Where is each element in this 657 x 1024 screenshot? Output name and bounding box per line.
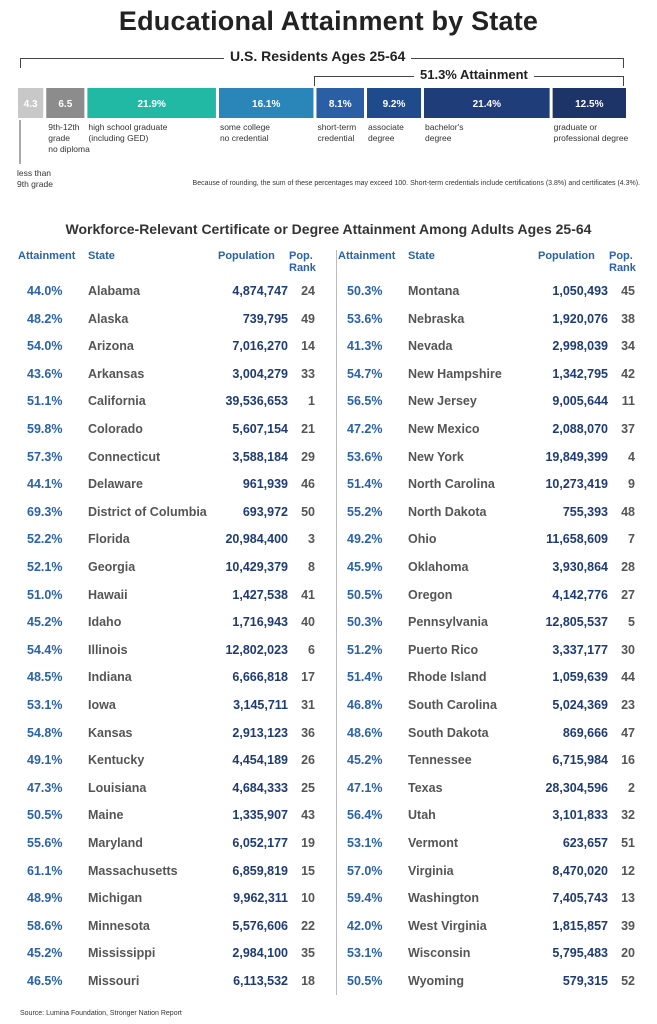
attainment-value: 50.5% xyxy=(27,808,63,823)
attainment-value: 59.8% xyxy=(27,422,63,436)
pop-rank-value: 22 xyxy=(301,918,315,933)
state-name: Delaware xyxy=(88,477,143,492)
attainment-value: 51.2% xyxy=(347,642,383,657)
pop-rank-value: 17 xyxy=(301,670,315,685)
category-label: less than 9th grade xyxy=(17,168,53,189)
pop-rank-value: 52 xyxy=(621,974,635,988)
pop-rank-value: 10 xyxy=(301,891,315,906)
pop-rank-value: 43 xyxy=(301,808,315,823)
state-name: Connecticut xyxy=(88,449,161,464)
header-state: State xyxy=(88,250,115,262)
pop-rank-value: 20 xyxy=(621,946,635,961)
state-name: North Carolina xyxy=(408,477,495,492)
category-label: 9th-12th grade no diploma xyxy=(48,122,90,154)
state-name: Colorado xyxy=(88,422,143,436)
attainment-value: 41.3% xyxy=(347,339,383,354)
population-value: 5,795,483 xyxy=(552,946,608,961)
state-name: North Dakota xyxy=(408,504,487,519)
state-name: Georgia xyxy=(88,560,136,574)
footnote: Because of rounding, the sum of these percentages may exceed 100. Short-term credentials include certifications (3.8%) and certificates (4.3%). xyxy=(192,180,640,187)
pop-rank-value: 11 xyxy=(621,394,635,409)
state-name: Pennsylvania xyxy=(408,615,488,630)
population-value: 12,805,537 xyxy=(545,615,608,630)
state-name: District of Columbia xyxy=(88,504,207,519)
attainment-value: 59.4% xyxy=(347,891,383,906)
population-value: 6,859,819 xyxy=(232,863,288,878)
attainment-value: 54.7% xyxy=(347,366,383,381)
state-name: Tennessee xyxy=(408,753,472,768)
attainment-value: 44.0% xyxy=(27,284,63,298)
pop-rank-value: 18 xyxy=(301,974,315,988)
attainment-value: 56.5% xyxy=(347,394,383,409)
population-value: 5,576,606 xyxy=(232,918,288,933)
attainment-value: 49.2% xyxy=(347,532,383,547)
attainment-value: 47.1% xyxy=(347,780,383,795)
table-row xyxy=(320,747,650,774)
population-value: 9,962,311 xyxy=(233,891,288,906)
table-column-right xyxy=(0,250,657,1010)
attainment-value: 53.1% xyxy=(27,698,63,712)
state-name: Puerto Rico xyxy=(408,642,479,657)
pop-rank-value: 47 xyxy=(621,725,635,740)
attainment-value: 50.3% xyxy=(347,615,383,630)
state-name: Vermont xyxy=(408,836,459,850)
attainment-value: 50.5% xyxy=(347,587,383,602)
population-value: 1,427,538 xyxy=(232,587,288,602)
bar-value-label: 12.5% xyxy=(575,99,604,110)
pop-rank-value: 38 xyxy=(621,311,635,326)
attainment-value: 46.8% xyxy=(347,698,383,712)
state-name: Missouri xyxy=(88,974,140,988)
attainment-value: 48.9% xyxy=(27,891,63,906)
state-name: Oklahoma xyxy=(408,560,469,574)
pop-rank-value: 31 xyxy=(301,698,315,712)
attainment-value: 42.0% xyxy=(347,918,383,933)
population-value: 961,939 xyxy=(242,477,288,492)
attainment-value: 47.3% xyxy=(27,780,63,795)
pop-rank-value: 32 xyxy=(621,808,635,823)
state-name: Virginia xyxy=(408,863,454,878)
population-value: 12,802,023 xyxy=(225,642,288,657)
header-state: State xyxy=(408,250,435,262)
population-value: 4,684,333 xyxy=(232,780,288,795)
pop-rank-value: 19 xyxy=(301,836,315,850)
attainment-value: 51.4% xyxy=(347,477,383,492)
population-value: 19,849,399 xyxy=(545,449,608,464)
state-name: Indiana xyxy=(88,670,132,685)
attainment-value: 54.4% xyxy=(27,642,63,657)
table-row xyxy=(320,278,650,305)
pop-rank-value: 27 xyxy=(621,587,635,602)
header-population: Population xyxy=(218,250,275,262)
table-row xyxy=(320,830,650,857)
pop-rank-value: 4 xyxy=(628,449,635,464)
population-value: 1,335,907 xyxy=(232,808,288,823)
pop-rank-value: 36 xyxy=(301,725,315,740)
table-row xyxy=(320,913,650,940)
header-population: Population xyxy=(538,250,595,262)
attainment-value: 48.5% xyxy=(27,670,63,685)
attainment-value: 43.6% xyxy=(27,366,63,381)
attainment-value: 50.5% xyxy=(347,974,383,988)
pop-rank-value: 8 xyxy=(308,560,315,574)
state-name: Florida xyxy=(88,532,130,547)
category-label: high school graduate (including GED) xyxy=(88,122,168,143)
population-value: 3,337,177 xyxy=(552,642,608,657)
attainment-value: 53.6% xyxy=(347,449,383,464)
attainment-value: 55.2% xyxy=(347,504,383,519)
bar-value-label: 16.1% xyxy=(252,99,281,110)
attainment-value: 69.3% xyxy=(27,504,63,519)
table-row xyxy=(320,361,650,388)
attainment-value: 45.2% xyxy=(347,753,383,768)
attainment-value: 52.1% xyxy=(27,560,63,574)
state-name: South Dakota xyxy=(408,725,489,740)
table-row xyxy=(320,720,650,747)
state-name: New Hampshire xyxy=(408,366,502,381)
state-name: South Carolina xyxy=(408,698,497,712)
population-value: 5,607,154 xyxy=(232,422,288,436)
population-value: 2,088,070 xyxy=(552,422,608,436)
pop-rank-value: 26 xyxy=(301,753,315,768)
population-value: 11,658,609 xyxy=(546,532,608,547)
pop-rank-value: 40 xyxy=(301,615,315,630)
population-value: 2,998,039 xyxy=(552,339,608,354)
pop-rank-value: 6 xyxy=(308,642,315,657)
population-value: 579,315 xyxy=(562,974,608,988)
state-name: Montana xyxy=(408,284,460,298)
pop-rank-value: 39 xyxy=(621,918,635,933)
population-value: 3,004,279 xyxy=(232,366,288,381)
table-row xyxy=(320,968,650,995)
category-label: some college no credential xyxy=(219,122,271,143)
population-value: 6,715,984 xyxy=(552,753,608,768)
attainment-value: 54.8% xyxy=(27,725,63,740)
pop-rank-value: 29 xyxy=(301,449,315,464)
table-row xyxy=(320,858,650,885)
pop-rank-value: 49 xyxy=(301,311,315,326)
state-name: Maine xyxy=(88,808,124,823)
bar-value-label: 9.2% xyxy=(382,99,406,110)
bar-value-label: 4.3 xyxy=(23,99,38,110)
attainment-value: 45.9% xyxy=(347,560,383,574)
attainment-value: 49.1% xyxy=(27,753,63,768)
population-value: 10,273,419 xyxy=(545,477,608,492)
population-value: 7,405,743 xyxy=(552,891,608,906)
pop-rank-value: 45 xyxy=(621,284,635,298)
category-label: graduate or professional degree xyxy=(553,122,629,143)
state-name: Mississippi xyxy=(88,946,156,961)
population-value: 1,716,943 xyxy=(232,615,288,630)
state-name: Nevada xyxy=(408,339,453,354)
table-row xyxy=(320,582,650,609)
state-name: New Jersey xyxy=(408,394,477,409)
pop-rank-value: 51 xyxy=(621,836,635,850)
table-row xyxy=(320,940,650,967)
state-name: Idaho xyxy=(88,615,122,630)
pop-rank-value: 33 xyxy=(301,366,315,381)
table-row xyxy=(320,306,650,333)
population-value: 755,393 xyxy=(562,504,608,519)
population-value: 693,972 xyxy=(242,504,288,519)
residents-bracket-label: U.S. Residents Ages 25-64 xyxy=(224,48,411,64)
state-name: New Mexico xyxy=(408,422,480,436)
pop-rank-value: 41 xyxy=(301,587,315,602)
state-name: Michigan xyxy=(88,891,143,906)
state-name: Louisiana xyxy=(88,780,147,795)
bar-value-label: 6.5 xyxy=(58,99,73,110)
table-row xyxy=(320,388,650,415)
state-name: Illinois xyxy=(88,642,128,657)
table-row xyxy=(320,609,650,636)
state-name: Arizona xyxy=(88,339,134,354)
table-row xyxy=(320,333,650,360)
population-value: 869,666 xyxy=(562,725,608,740)
pop-rank-value: 50 xyxy=(301,504,315,519)
population-value: 4,454,189 xyxy=(232,753,288,768)
population-value: 1,342,795 xyxy=(552,366,608,381)
category-label: associate degree xyxy=(368,122,404,143)
bar-value-label: 8.1% xyxy=(328,99,352,110)
header-pop-rank: Pop. Rank xyxy=(289,250,316,274)
state-name: Nebraska xyxy=(408,311,465,326)
pop-rank-value: 2 xyxy=(628,780,635,795)
state-name: Wisconsin xyxy=(408,946,471,961)
state-name: Maryland xyxy=(88,836,143,850)
population-value: 6,052,177 xyxy=(232,836,288,850)
table-row xyxy=(320,416,650,443)
state-name: California xyxy=(88,394,146,409)
page-title: Educational Attainment by State xyxy=(118,6,539,36)
population-value: 4,874,747 xyxy=(232,284,288,298)
pop-rank-value: 42 xyxy=(621,366,635,381)
attainment-value: 57.0% xyxy=(347,863,383,878)
population-value: 1,815,857 xyxy=(552,918,608,933)
pop-rank-value: 16 xyxy=(621,753,635,768)
state-name: Alabama xyxy=(88,284,141,298)
pop-rank-value: 9 xyxy=(628,477,635,492)
attainment-value: 58.6% xyxy=(27,918,63,933)
population-value: 6,113,532 xyxy=(233,974,288,988)
attainment-value: 53.6% xyxy=(347,311,383,326)
population-value: 1,050,493 xyxy=(552,284,608,298)
state-name: Wyoming xyxy=(408,974,465,988)
population-value: 1,920,076 xyxy=(552,311,608,326)
population-value: 10,429,379 xyxy=(225,560,288,574)
attainment-value: 56.4% xyxy=(347,808,383,823)
state-name: Minnesota xyxy=(88,918,150,933)
table-row xyxy=(320,554,650,581)
population-value: 623,657 xyxy=(562,836,608,850)
state-name: Hawaii xyxy=(88,587,128,602)
pop-rank-value: 37 xyxy=(621,422,635,436)
population-value: 5,024,369 xyxy=(552,698,608,712)
attainment-value: 54.0% xyxy=(27,339,63,354)
table-row xyxy=(320,526,650,553)
attainment-value: 48.2% xyxy=(27,311,63,326)
state-name: Ohio xyxy=(408,532,437,547)
pop-rank-value: 24 xyxy=(301,284,315,298)
population-value: 6,666,818 xyxy=(232,670,288,685)
population-value: 3,930,864 xyxy=(552,560,608,574)
population-value: 4,142,776 xyxy=(552,587,608,602)
category-label: bachelor's degree xyxy=(425,122,464,143)
pop-rank-value: 44 xyxy=(621,670,635,685)
population-value: 7,016,270 xyxy=(232,339,288,354)
pop-rank-value: 3 xyxy=(308,532,315,547)
attainment-value: 61.1% xyxy=(27,863,63,878)
header-pop-rank: Pop. Rank xyxy=(609,250,636,274)
category-label: short-term credential xyxy=(317,122,357,143)
state-name: Iowa xyxy=(88,698,116,712)
state-name: Utah xyxy=(408,808,436,823)
table-row xyxy=(320,802,650,829)
state-name: Kansas xyxy=(88,725,133,740)
pop-rank-value: 15 xyxy=(301,863,315,878)
table-row xyxy=(320,664,650,691)
population-value: 20,984,400 xyxy=(225,532,288,547)
pop-rank-value: 35 xyxy=(301,946,315,961)
pop-rank-value: 1 xyxy=(308,394,315,409)
header-attainment: Attainment xyxy=(18,250,76,262)
bar-value-label: 21.9% xyxy=(137,99,166,110)
attainment-value: 53.1% xyxy=(347,946,383,961)
attainment-value: 45.2% xyxy=(27,946,63,961)
table-title: Workforce-Relevant Certificate or Degree Attainment Among Adults Ages 25-64 xyxy=(65,221,592,237)
pop-rank-value: 7 xyxy=(628,532,635,547)
table-row xyxy=(320,471,650,498)
state-name: New York xyxy=(408,449,464,464)
table-row xyxy=(320,775,650,802)
population-value: 3,101,833 xyxy=(552,808,608,823)
table-row xyxy=(320,444,650,471)
state-name: Washington xyxy=(408,891,480,906)
header-attainment: Attainment xyxy=(338,250,396,262)
population-value: 739,795 xyxy=(242,311,288,326)
state-name: Alaska xyxy=(88,311,129,326)
attainment-value: 57.3% xyxy=(27,449,63,464)
attainment-value: 51.0% xyxy=(27,587,63,602)
pop-rank-value: 14 xyxy=(301,339,315,354)
population-value: 8,470,020 xyxy=(552,863,608,878)
attainment-value: 48.6% xyxy=(347,725,383,740)
pop-rank-value: 30 xyxy=(621,642,635,657)
source-note: Source: Lumina Foundation, Stronger Nation Report xyxy=(20,1010,182,1017)
table-row xyxy=(320,885,650,912)
population-value: 2,913,123 xyxy=(232,725,288,740)
attainment-value: 44.1% xyxy=(27,477,63,492)
population-value: 1,059,639 xyxy=(552,670,608,685)
pop-rank-value: 5 xyxy=(628,615,635,630)
pop-rank-value: 34 xyxy=(621,339,635,354)
pop-rank-value: 13 xyxy=(621,891,635,906)
state-name: Massachusetts xyxy=(88,863,178,878)
attainment-value: 51.1% xyxy=(27,394,63,409)
state-name: Oregon xyxy=(408,587,453,602)
table-row xyxy=(320,637,650,664)
state-name: Arkansas xyxy=(88,366,145,381)
state-name: Rhode Island xyxy=(408,670,487,685)
attainment-value: 53.1% xyxy=(347,836,383,850)
pop-rank-value: 48 xyxy=(621,504,635,519)
pop-rank-value: 23 xyxy=(621,698,635,712)
attainment-value: 51.4% xyxy=(347,670,383,685)
table-row xyxy=(320,692,650,719)
population-value: 3,588,184 xyxy=(232,449,288,464)
pop-rank-value: 25 xyxy=(301,780,315,795)
population-value: 39,536,653 xyxy=(225,394,288,409)
population-value: 9,005,644 xyxy=(552,394,608,409)
pop-rank-value: 21 xyxy=(301,422,315,436)
pop-rank-value: 12 xyxy=(621,863,635,878)
state-name: Kentucky xyxy=(88,753,145,768)
population-value: 3,145,711 xyxy=(233,698,288,712)
pop-rank-value: 46 xyxy=(301,477,315,492)
state-name: Texas xyxy=(408,780,443,795)
pop-rank-value: 28 xyxy=(621,560,635,574)
attainment-value: 50.3% xyxy=(347,284,383,298)
attainment-value: 55.6% xyxy=(27,836,63,850)
attainment-value: 47.2% xyxy=(347,422,383,436)
attainment-value: 45.2% xyxy=(27,615,63,630)
table-row xyxy=(320,499,650,526)
state-name: West Virginia xyxy=(408,918,487,933)
population-value: 2,984,100 xyxy=(232,946,288,961)
attainment-value: 46.5% xyxy=(27,974,63,988)
bar-value-label: 21.4% xyxy=(472,99,501,110)
attainment-value: 52.2% xyxy=(27,532,63,547)
population-value: 28,304,596 xyxy=(545,780,608,795)
attainment-bracket-label: 51.3% Attainment xyxy=(414,67,534,82)
